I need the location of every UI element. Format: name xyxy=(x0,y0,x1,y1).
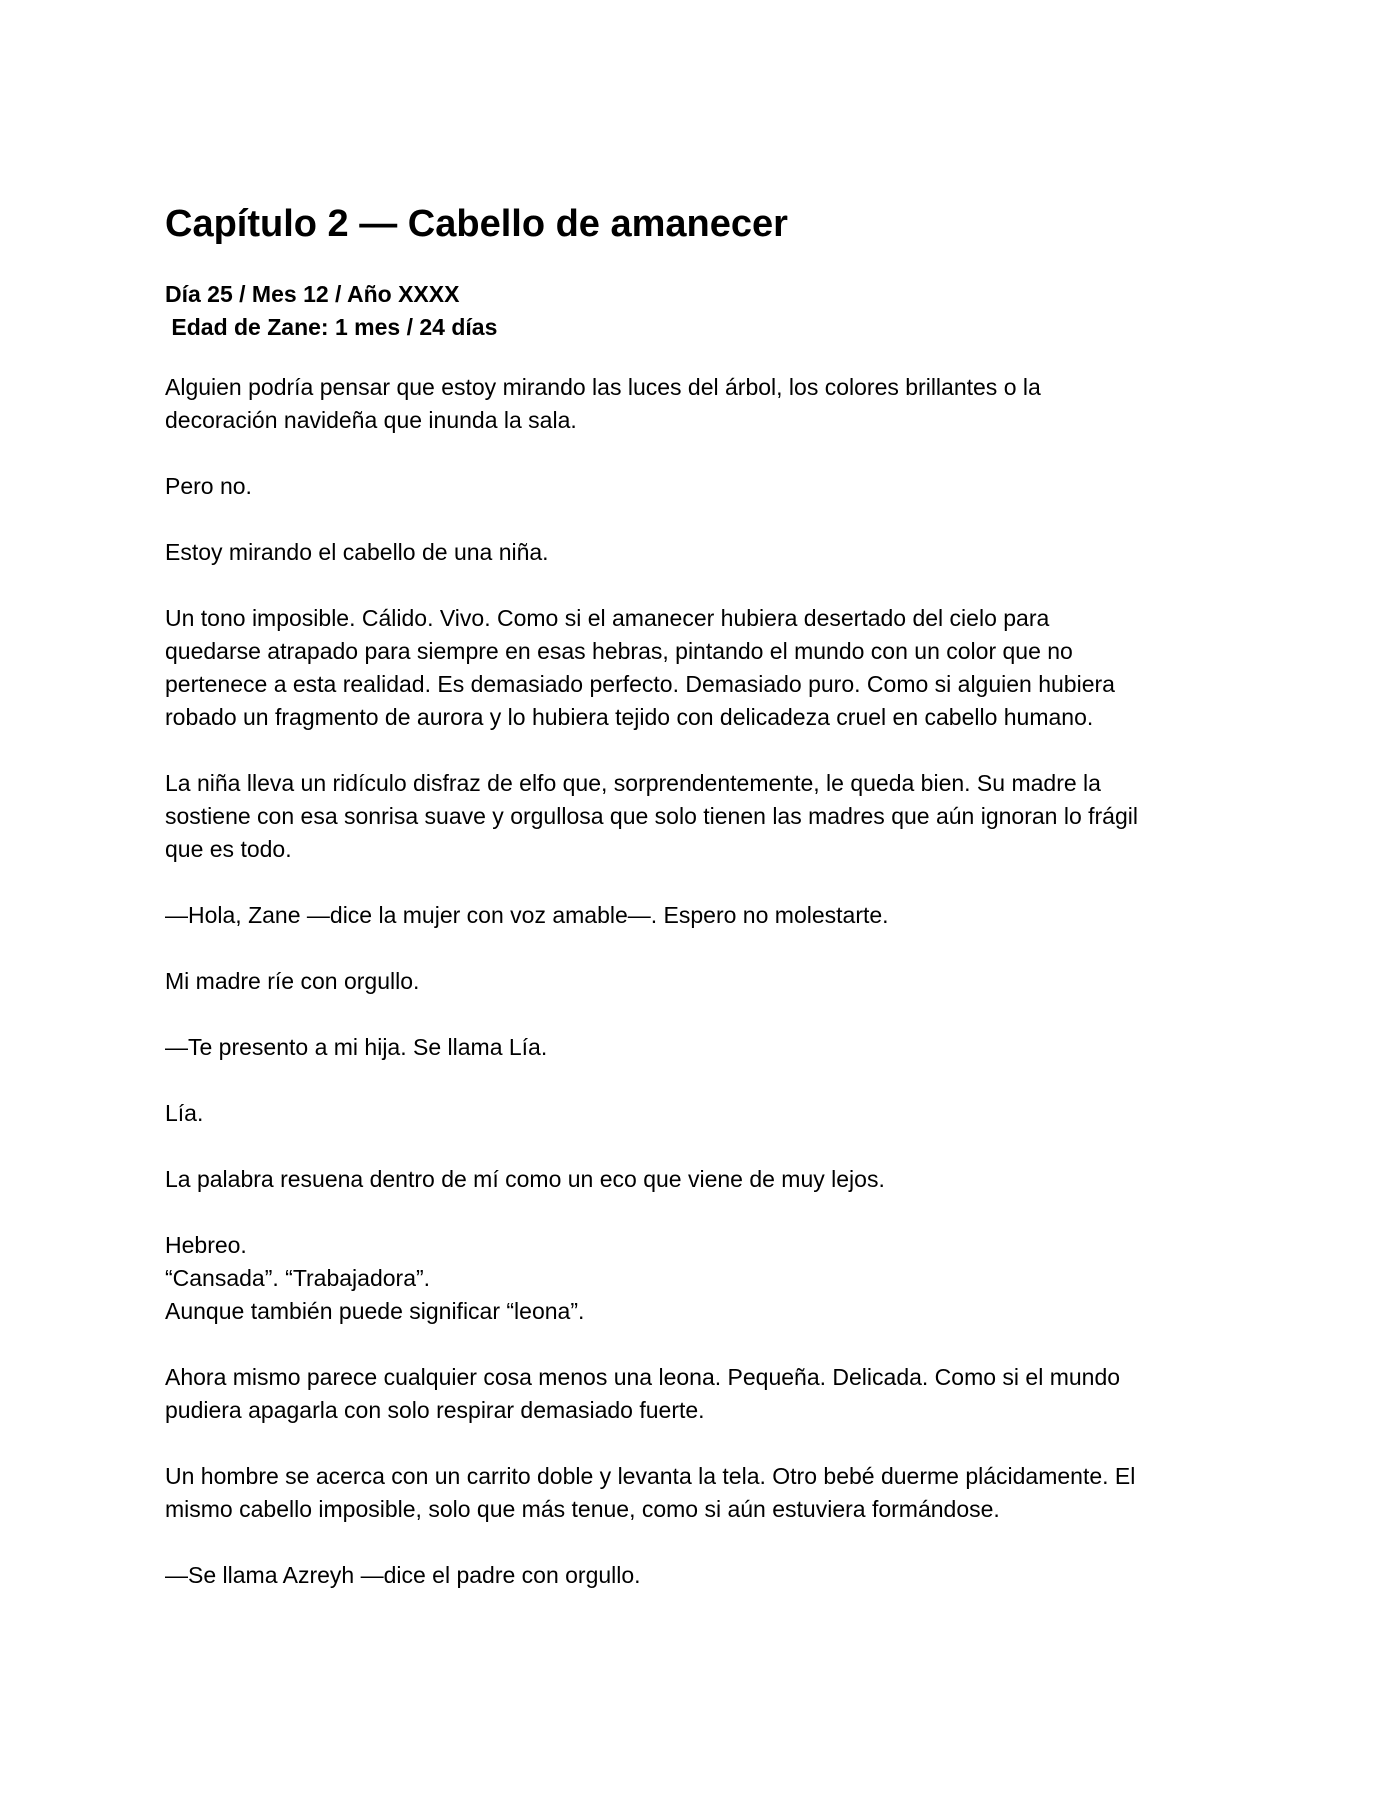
paragraph-line: La palabra resuena dentro de mí como un eco que viene de muy lejos. xyxy=(165,1166,885,1192)
paragraph xyxy=(165,371,1245,437)
paragraph-line: “Cansada”. “Trabajadora”. xyxy=(165,1265,431,1291)
chapter-content xyxy=(165,200,1245,1625)
date-line: Día 25 / Mes 12 / Año XXXX xyxy=(165,281,460,307)
age-line: Edad de Zane: 1 mes / 24 días xyxy=(165,314,498,340)
paragraph-line: robado un fragmento de aurora y lo hubiera tejido con delicadeza cruel en cabello humano. xyxy=(165,704,1094,730)
paragraph xyxy=(165,767,1245,866)
paragraph-line: que es todo. xyxy=(165,836,292,862)
chapter-title: Capítulo 2 — Cabello de amanecer xyxy=(165,203,788,245)
chapter-meta xyxy=(165,278,1245,344)
paragraph xyxy=(165,470,1245,503)
paragraph xyxy=(165,1163,1245,1196)
paragraph-line: Un hombre se acerca con un carrito doble y levanta la tela. Otro bebé duerme plácidamente. El xyxy=(165,1463,1136,1489)
paragraph-line: —Te presento a mi hija. Se llama Lía. xyxy=(165,1034,548,1060)
paragraph-line: —Hola, Zane —dice la mujer con voz amable—. Espero no molestarte. xyxy=(165,902,889,928)
paragraph-line: mismo cabello imposible, solo que más tenue, como si aún estuviera formándose. xyxy=(165,1496,1000,1522)
paragraph xyxy=(165,1559,1245,1592)
paragraph-line: pudiera apagarla con solo respirar demasiado fuerte. xyxy=(165,1397,705,1423)
paragraph xyxy=(165,1361,1245,1427)
paragraph-line: —Se llama Azreyh —dice el padre con orgullo. xyxy=(165,1562,641,1588)
paragraph xyxy=(165,1229,1245,1328)
paragraph-line: Hebreo. xyxy=(165,1232,247,1258)
paragraph xyxy=(165,1460,1245,1526)
paragraph xyxy=(165,536,1245,569)
paragraph-line: Estoy mirando el cabello de una niña. xyxy=(165,539,549,565)
paragraph-line: Ahora mismo parece cualquier cosa menos una leona. Pequeña. Delicada. Como si el mundo xyxy=(165,1364,1121,1390)
paragraph xyxy=(165,965,1245,998)
paragraph xyxy=(165,602,1245,734)
paragraph-line: decoración navideña que inunda la sala. xyxy=(165,407,577,433)
paragraph-line: sostiene con esa sonrisa suave y orgullosa que solo tienen las madres que aún ignoran lo frágil xyxy=(165,803,1138,829)
paragraph-line: Pero no. xyxy=(165,473,252,499)
paragraph-line: pertenece a esta realidad. Es demasiado perfecto. Demasiado puro. Como si alguien hubiera xyxy=(165,671,1115,697)
paragraph xyxy=(165,1031,1245,1064)
paragraph-line: La niña lleva un ridículo disfraz de elfo que, sorprendentemente, le queda bien. Su madre la xyxy=(165,770,1101,796)
paragraph-line: Alguien podría pensar que estoy mirando las luces del árbol, los colores brillantes o la xyxy=(165,374,1041,400)
paragraph-line: Lía. xyxy=(165,1100,204,1126)
paragraph-line: Aunque también puede significar “leona”. xyxy=(165,1298,585,1324)
paragraph-line: quedarse atrapado para siempre en esas hebras, pintando el mundo con un color que no xyxy=(165,638,1073,664)
paragraph-line: Mi madre ríe con orgullo. xyxy=(165,968,420,994)
paragraph xyxy=(165,899,1245,932)
paragraph xyxy=(165,1097,1245,1130)
paragraph-line: Un tono imposible. Cálido. Vivo. Como si el amanecer hubiera desertado del cielo para xyxy=(165,605,1050,631)
chapter-body xyxy=(165,371,1245,1592)
